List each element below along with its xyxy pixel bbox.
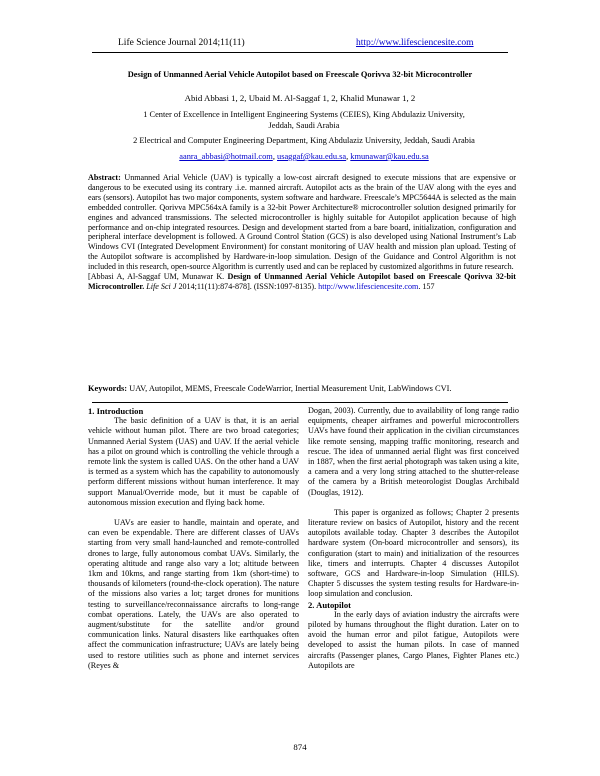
citation-title: Design of Unmanned Aerial Vehicle Autopilot based on Freescale Qorivva 32-bit Microcontroller. [88,272,516,291]
section-heading-autopilot: 2. Autopilot [308,599,351,610]
citation-journal: Life Sci J [146,281,177,291]
page-number: 874 [293,742,307,752]
affiliation-2: 2 Electrical and Computer Engineering Department, King Abdulaziz University, Jeddah, Saudi Arabia [133,136,475,145]
affiliation-1: 1 Center of Excellence in Intelligent Engineering Systems (CEIES), King Abdulaziz University, [143,110,465,119]
intro-paragraph-2: UAVs are easier to handle, maintain and operate, and can even be expendable. There are different classes of UAVs starting from very small hand-launched and remote-controlled drones to large, fully autonomous combat UAVs. Similarly, the operating altitude and range also vary a lot; altitude between 1km and 10kms, and range starting from 1km (short-time) to thousands of kilometers (round-the-clock operation). The nature of the missions also varies a lot; target drones for munitions testing to surveillance/reconnaissance aircrafts to long-range combat operations. Lately, the UAVs are also operated to augment/substitute for the satellite and/or ground communication links. Natural disasters like earthquakes often affect the communication infrastructure; UAVs are lately being used to restore utilities such as phone and internet services (Reyes & [88,518,299,670]
left-column [88,406,299,671]
abstract-text: Unmanned Arial Vehicle (UAV) is typically a low-cost aircraft designed to execute missions that are expensive or dangerous to be executed using its contrary .i.e. manned aircraft. Autopilot acts as the brain of the UAV along with the eyes and ears (sensors). Autopilot has two major components, system software and hardware. Freescale’s MPC5644A is selected as the main embedded controller. Qorivva MPC564xA family is a 32-bit Power Architecture® microcontroller solution designed primarily for engines and advanced transmissions. The selected microcontroller is highly suitable for Autopilot application because of high performance and on-chip integrated resources. Design and development started from a bare board, initialization, configuration and peripheral interface development is followed. A Ground Control Station (GCS) is also developed using National Instrument’s Lab Windows CVI (Integrated Development Environment) for constant monitoring of UAV health and mission plan upload. Testing of the Autopilot software is accomplished by Hardware-in-loop simulation. Design of the Guidance and Control Algorithm is not included in this research, open-source Algorithm is currently used and can be replaced by customized algorithms in future research. [88,173,516,272]
keywords [88,384,516,393]
keywords-label: Keywords: [88,384,128,393]
citation-prefix: [Abbasi A, Al-Saggaf UM, Munawar K. [88,272,225,282]
citation-url-link[interactable]: http://www.lifesciencesite.com [318,281,419,291]
affiliation-1-location: Jeddah, Saudi Arabia [268,121,340,130]
paper-title: Design of Unmanned Aerial Vehicle Autopilot based on Freescale Qorivva 32-bit Microcontroller [127,70,473,79]
header-rule [92,52,508,53]
author-list: Abid Abbasi 1, 2, Ubaid M. Al-Saggaf 1, 2, Khalid Munawar 1, 2 [184,93,416,103]
abstract-label: Abstract: [88,173,121,182]
email-link[interactable]: usaggaf@kau.edu.sa [277,152,347,161]
autopilot-paragraph-1: In the early days of aviation industry the aircrafts were piloted by humans throughout the flight duration. Later on to avoid the human error and pilot fatigue, Autopilots were developed to assist the human pilots. In case of manned aircrafts (Passenger planes, Cargo Planes, Fighter Planes etc.) Autopilots are [308,609,519,670]
email-link[interactable]: kmunawar@kau.edu.sa [350,152,429,161]
citation-number: . 157 [418,281,435,291]
citation-suffix: 2014;11(11):874-878]. (ISSN:1097-8135). [178,281,317,291]
intro-paragraph-3: Dogan, 2003). Currently, due to availability of long range radio equipments, cheaper airframes and powerful microcontrollers UAVs have found their application in the civilian circumstances like remote sensing, mapping traffic monitoring, research and rescue. The idea of unmanned aerial flight was first conceived in 1887, when the first aerial photograph was taken using a kite, a camera and a very long string attached to the shutter-release of the camera by a British meteorologist Douglas Archibald (Douglas, 1912). [308,406,519,497]
journal-header: Life Science Journal 2014;11(11) [118,38,245,48]
section-heading-introduction: 1. Introduction [88,406,144,416]
journal-url-link[interactable]: http://www.lifesciencesite.com [356,38,474,48]
keywords-text: UAV, Autopilot, MEMS, Freescale CodeWarrior, Inertial Measurement Unit, LabWindows CVI. [129,384,452,393]
abstract [88,173,516,292]
email-link[interactable]: aanra_abbasi@hotmail.com [179,152,273,161]
intro-paragraph-1: The basic definition of a UAV is that, it is an aerial vehicle without human pilot. There are two broad categories; Unmanned Aerial System (UAS) and UAV. If the aerial vehicle has a pilot on ground which is controlling the vehicle through a remote link the system is called UAS. On the other hand a UAV is termed as a system which has the capability to autonomously perform different missions without human interference. It may support Manual/Override mode, but it must be capable of autonomous mission execution and flying back home. [88,416,299,507]
intro-paragraph-4: This paper is organized as follows; Chapter 2 presents literature review on basics of Autopilot, history and the recent autopilots available today. Chapter 3 describes the Autopilot hardware system (On-board microcontroller and sensors), its configuration (start to main) and initialization of the resources like, timers and interrupts. Chapter 4 discusses Autopilot software, GCS and Hardware-in-loop Simulation (HILS). Chapter 5 discusses the system testing results for Hardware-in-loop simulation and conclusion. [308,507,519,599]
right-column [308,406,519,671]
keywords-rule [92,402,508,403]
author-emails: aanra_abbasi@hotmail.com, usaggaf@kau.edu.sa, kmunawar@kau.edu.sa [179,152,429,161]
